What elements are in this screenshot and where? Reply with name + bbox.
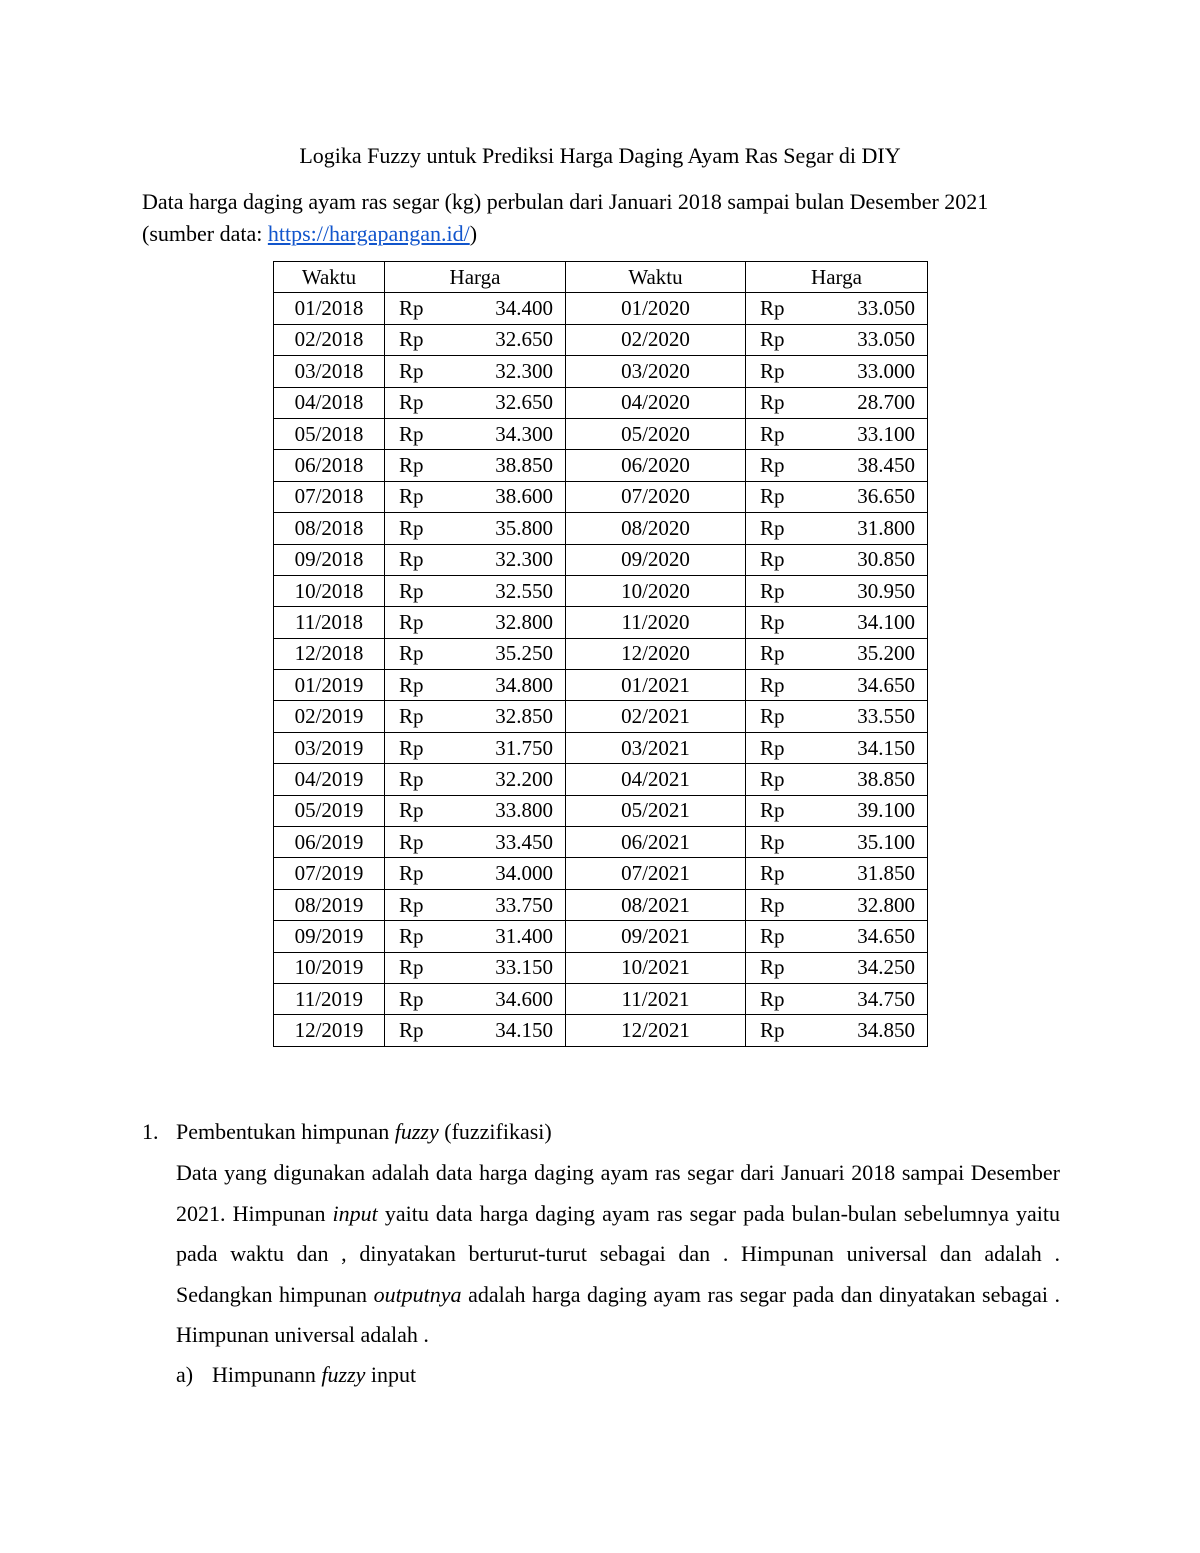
price-value: 34.650 bbox=[857, 672, 915, 697]
subsection-text: Himpunann bbox=[212, 1361, 322, 1387]
waktu-cell: 06/2019 bbox=[274, 827, 385, 858]
currency-label: Rp bbox=[760, 766, 785, 791]
waktu-cell: 10/2018 bbox=[274, 575, 385, 606]
waktu-cell: 11/2020 bbox=[566, 607, 746, 638]
section-heading bbox=[142, 1115, 1060, 1149]
price-value: 34.100 bbox=[857, 609, 915, 634]
currency-label: Rp bbox=[399, 578, 424, 603]
waktu-cell: 10/2021 bbox=[566, 952, 746, 983]
table-row bbox=[274, 952, 928, 983]
section-number: 1. bbox=[142, 1119, 159, 1144]
price-value: 32.800 bbox=[857, 892, 915, 917]
waktu-cell: 03/2019 bbox=[274, 732, 385, 763]
waktu-cell: 07/2018 bbox=[274, 481, 385, 512]
waktu-cell: 04/2021 bbox=[566, 764, 746, 795]
table-row bbox=[274, 889, 928, 920]
currency-label: Rp bbox=[399, 829, 424, 854]
harga-cell bbox=[385, 544, 566, 575]
table-row bbox=[274, 827, 928, 858]
harga-cell bbox=[385, 418, 566, 449]
harga-cell bbox=[385, 764, 566, 795]
waktu-cell: 07/2019 bbox=[274, 858, 385, 889]
price-value: 34.150 bbox=[495, 1018, 553, 1043]
currency-label: Rp bbox=[399, 735, 424, 760]
waktu-cell: 02/2021 bbox=[566, 701, 746, 732]
price-value: 39.100 bbox=[857, 798, 915, 823]
harga-cell bbox=[385, 952, 566, 983]
harga-cell bbox=[746, 481, 928, 512]
price-value: 30.850 bbox=[857, 547, 915, 572]
price-value: 34.000 bbox=[495, 861, 553, 886]
price-value: 33.750 bbox=[495, 892, 553, 917]
waktu-cell: 06/2021 bbox=[566, 827, 746, 858]
currency-label: Rp bbox=[399, 515, 424, 540]
section-paragraph bbox=[176, 1153, 1060, 1356]
price-value: 32.650 bbox=[495, 327, 553, 352]
currency-label: Rp bbox=[760, 892, 785, 917]
currency-label: Rp bbox=[760, 672, 785, 697]
table-row bbox=[274, 732, 928, 763]
currency-label: Rp bbox=[760, 547, 785, 572]
paragraph-italic-2: outputnya bbox=[373, 1281, 462, 1307]
header-harga-2: Harga bbox=[746, 262, 928, 293]
currency-label: Rp bbox=[760, 1018, 785, 1043]
table-row bbox=[274, 858, 928, 889]
currency-label: Rp bbox=[760, 390, 785, 415]
waktu-cell: 07/2021 bbox=[566, 858, 746, 889]
currency-label: Rp bbox=[399, 358, 424, 383]
price-value: 35.100 bbox=[857, 829, 915, 854]
waktu-cell: 09/2018 bbox=[274, 544, 385, 575]
heading-italic: fuzzy bbox=[394, 1119, 439, 1144]
currency-label: Rp bbox=[760, 923, 785, 948]
waktu-cell: 05/2019 bbox=[274, 795, 385, 826]
currency-label: Rp bbox=[760, 704, 785, 729]
harga-cell bbox=[746, 670, 928, 701]
subsection-text-after: input bbox=[365, 1361, 417, 1387]
harga-cell bbox=[385, 701, 566, 732]
waktu-cell: 01/2018 bbox=[274, 293, 385, 324]
currency-label: Rp bbox=[760, 986, 785, 1011]
table-row bbox=[274, 795, 928, 826]
currency-label: Rp bbox=[760, 453, 785, 478]
waktu-cell: 09/2019 bbox=[274, 921, 385, 952]
table-row bbox=[274, 921, 928, 952]
harga-cell bbox=[746, 764, 928, 795]
waktu-cell: 08/2021 bbox=[566, 889, 746, 920]
table-row bbox=[274, 324, 928, 355]
waktu-cell: 08/2020 bbox=[566, 513, 746, 544]
harga-cell bbox=[385, 670, 566, 701]
currency-label: Rp bbox=[399, 390, 424, 415]
price-value: 31.400 bbox=[495, 923, 553, 948]
harga-cell bbox=[746, 418, 928, 449]
currency-label: Rp bbox=[760, 296, 785, 321]
harga-cell bbox=[746, 356, 928, 387]
currency-label: Rp bbox=[760, 798, 785, 823]
harga-cell bbox=[746, 858, 928, 889]
currency-label: Rp bbox=[760, 515, 785, 540]
price-value: 33.050 bbox=[857, 327, 915, 352]
table-row bbox=[274, 450, 928, 481]
harga-cell bbox=[746, 575, 928, 606]
currency-label: Rp bbox=[399, 798, 424, 823]
harga-cell bbox=[385, 732, 566, 763]
table-header-row bbox=[274, 262, 928, 293]
waktu-cell: 09/2021 bbox=[566, 921, 746, 952]
price-table bbox=[273, 261, 928, 1047]
currency-label: Rp bbox=[399, 955, 424, 980]
price-value: 35.250 bbox=[495, 641, 553, 666]
subsection-italic: fuzzy bbox=[321, 1361, 366, 1387]
harga-cell bbox=[746, 450, 928, 481]
harga-cell bbox=[746, 324, 928, 355]
currency-label: Rp bbox=[760, 735, 785, 760]
price-value: 33.050 bbox=[857, 296, 915, 321]
price-value: 30.950 bbox=[857, 578, 915, 603]
currency-label: Rp bbox=[399, 1018, 424, 1043]
harga-cell bbox=[746, 387, 928, 418]
subsection-a bbox=[176, 1358, 1060, 1392]
currency-label: Rp bbox=[760, 641, 785, 666]
table-row bbox=[274, 701, 928, 732]
waktu-cell: 04/2018 bbox=[274, 387, 385, 418]
price-value: 34.150 bbox=[857, 735, 915, 760]
harga-cell bbox=[385, 387, 566, 418]
table-body bbox=[274, 293, 928, 1046]
currency-label: Rp bbox=[760, 578, 785, 603]
price-value: 36.650 bbox=[857, 484, 915, 509]
currency-label: Rp bbox=[399, 923, 424, 948]
price-value: 32.300 bbox=[495, 358, 553, 383]
harga-cell bbox=[385, 450, 566, 481]
waktu-cell: 11/2019 bbox=[274, 983, 385, 1014]
heading-text: Pembentukan himpunan bbox=[176, 1119, 395, 1144]
table-row bbox=[274, 638, 928, 669]
currency-label: Rp bbox=[760, 861, 785, 886]
currency-label: Rp bbox=[399, 327, 424, 352]
harga-cell bbox=[746, 513, 928, 544]
paragraph-part-3: adalah harga daging ayam ras segar pada dan dinyatakan sebagai . Himpunan universal adalah . bbox=[176, 1281, 1060, 1347]
harga-cell bbox=[385, 356, 566, 387]
price-value: 33.150 bbox=[495, 955, 553, 980]
harga-cell bbox=[385, 921, 566, 952]
price-value: 33.000 bbox=[857, 358, 915, 383]
harga-cell bbox=[385, 324, 566, 355]
currency-label: Rp bbox=[760, 358, 785, 383]
waktu-cell: 10/2019 bbox=[274, 952, 385, 983]
paragraph-part-1: Data yang digunakan adalah data harga daging ayam ras segar dari Januari 2018 sampai Desember 2021. Himpunan bbox=[176, 1160, 1060, 1226]
price-value: 34.800 bbox=[495, 672, 553, 697]
currency-label: Rp bbox=[760, 829, 785, 854]
harga-cell bbox=[385, 889, 566, 920]
waktu-cell: 06/2020 bbox=[566, 450, 746, 481]
header-waktu-2: Waktu bbox=[566, 262, 746, 293]
document-title: Logika Fuzzy untuk Prediksi Harga Daging Ayam Ras Segar di DIY bbox=[299, 143, 901, 168]
header-waktu-1: Waktu bbox=[274, 262, 385, 293]
intro-text: Data harga daging ayam ras segar (kg) perbulan dari Januari 2018 sampai bulan Desember 2021 (sumber data: bbox=[142, 189, 989, 246]
waktu-cell: 01/2019 bbox=[274, 670, 385, 701]
waktu-cell: 04/2020 bbox=[566, 387, 746, 418]
price-value: 34.650 bbox=[857, 923, 915, 948]
waktu-cell: 03/2020 bbox=[566, 356, 746, 387]
harga-cell bbox=[746, 607, 928, 638]
price-value: 38.600 bbox=[495, 484, 553, 509]
price-value: 35.800 bbox=[495, 515, 553, 540]
currency-label: Rp bbox=[399, 547, 424, 572]
currency-label: Rp bbox=[399, 421, 424, 446]
currency-label: Rp bbox=[399, 641, 424, 666]
price-value: 34.300 bbox=[495, 421, 553, 446]
currency-label: Rp bbox=[399, 986, 424, 1011]
price-value: 34.750 bbox=[857, 986, 915, 1011]
waktu-cell: 05/2021 bbox=[566, 795, 746, 826]
harga-cell bbox=[385, 638, 566, 669]
waktu-cell: 02/2019 bbox=[274, 701, 385, 732]
harga-cell bbox=[746, 701, 928, 732]
table-row bbox=[274, 670, 928, 701]
table-row bbox=[274, 607, 928, 638]
price-value: 33.550 bbox=[857, 704, 915, 729]
currency-label: Rp bbox=[399, 892, 424, 917]
harga-cell bbox=[385, 607, 566, 638]
waktu-cell: 03/2018 bbox=[274, 356, 385, 387]
harga-cell bbox=[746, 889, 928, 920]
currency-label: Rp bbox=[399, 704, 424, 729]
currency-label: Rp bbox=[399, 484, 424, 509]
currency-label: Rp bbox=[399, 766, 424, 791]
harga-cell bbox=[385, 795, 566, 826]
price-value: 32.650 bbox=[495, 390, 553, 415]
waktu-cell: 06/2018 bbox=[274, 450, 385, 481]
currency-label: Rp bbox=[399, 453, 424, 478]
table-row bbox=[274, 356, 928, 387]
price-value: 28.700 bbox=[857, 390, 915, 415]
currency-label: Rp bbox=[760, 609, 785, 634]
waktu-cell: 12/2019 bbox=[274, 1015, 385, 1046]
currency-label: Rp bbox=[760, 484, 785, 509]
harga-cell bbox=[385, 513, 566, 544]
waktu-cell: 10/2020 bbox=[566, 575, 746, 606]
waktu-cell: 05/2020 bbox=[566, 418, 746, 449]
price-value: 32.200 bbox=[495, 766, 553, 791]
table-row bbox=[274, 764, 928, 795]
price-value: 32.550 bbox=[495, 578, 553, 603]
table-row bbox=[274, 418, 928, 449]
harga-cell bbox=[385, 575, 566, 606]
table-row bbox=[274, 983, 928, 1014]
price-value: 38.450 bbox=[857, 453, 915, 478]
price-value: 33.100 bbox=[857, 421, 915, 446]
table-row bbox=[274, 575, 928, 606]
table-row bbox=[274, 481, 928, 512]
intro-paragraph bbox=[142, 186, 1060, 250]
price-value: 34.250 bbox=[857, 955, 915, 980]
harga-cell bbox=[385, 293, 566, 324]
waktu-cell: 01/2020 bbox=[566, 293, 746, 324]
harga-cell bbox=[385, 858, 566, 889]
price-value: 32.850 bbox=[495, 704, 553, 729]
waktu-cell: 01/2021 bbox=[566, 670, 746, 701]
price-value: 38.850 bbox=[857, 766, 915, 791]
table-row bbox=[274, 513, 928, 544]
table-row bbox=[274, 293, 928, 324]
harga-cell bbox=[385, 1015, 566, 1046]
waktu-cell: 12/2021 bbox=[566, 1015, 746, 1046]
waktu-cell: 04/2019 bbox=[274, 764, 385, 795]
waktu-cell: 05/2018 bbox=[274, 418, 385, 449]
price-value: 35.200 bbox=[857, 641, 915, 666]
waktu-cell: 02/2020 bbox=[566, 324, 746, 355]
waktu-cell: 11/2018 bbox=[274, 607, 385, 638]
harga-cell bbox=[746, 1015, 928, 1046]
intro-close: ) bbox=[469, 221, 478, 246]
currency-label: Rp bbox=[399, 861, 424, 886]
price-value: 31.850 bbox=[857, 861, 915, 886]
price-value: 33.450 bbox=[495, 829, 553, 854]
harga-cell bbox=[385, 983, 566, 1014]
price-value: 33.800 bbox=[495, 798, 553, 823]
waktu-cell: 12/2020 bbox=[566, 638, 746, 669]
currency-label: Rp bbox=[760, 421, 785, 446]
harga-cell bbox=[385, 481, 566, 512]
harga-cell bbox=[746, 732, 928, 763]
price-value: 32.800 bbox=[495, 609, 553, 634]
currency-label: Rp bbox=[760, 327, 785, 352]
harga-cell bbox=[746, 952, 928, 983]
price-value: 34.850 bbox=[857, 1018, 915, 1043]
price-value: 32.300 bbox=[495, 547, 553, 572]
table-row bbox=[274, 1015, 928, 1046]
price-value: 31.800 bbox=[857, 515, 915, 540]
table-row bbox=[274, 544, 928, 575]
waktu-cell: 08/2019 bbox=[274, 889, 385, 920]
waktu-cell: 07/2020 bbox=[566, 481, 746, 512]
heading-text-after: (fuzzifikasi) bbox=[438, 1119, 552, 1144]
harga-cell bbox=[746, 921, 928, 952]
harga-cell bbox=[385, 827, 566, 858]
harga-cell bbox=[746, 795, 928, 826]
waktu-cell: 03/2021 bbox=[566, 732, 746, 763]
subsection-label: a) bbox=[176, 1361, 194, 1387]
waktu-cell: 12/2018 bbox=[274, 638, 385, 669]
header-harga-1: Harga bbox=[385, 262, 566, 293]
paragraph-italic-1: input bbox=[332, 1200, 378, 1226]
price-value: 38.850 bbox=[495, 453, 553, 478]
currency-label: Rp bbox=[760, 955, 785, 980]
harga-cell bbox=[746, 293, 928, 324]
harga-cell bbox=[746, 638, 928, 669]
price-value: 31.750 bbox=[495, 735, 553, 760]
table-row bbox=[274, 387, 928, 418]
currency-label: Rp bbox=[399, 296, 424, 321]
price-value: 34.400 bbox=[495, 296, 553, 321]
section-fuzzifikasi bbox=[142, 1115, 1060, 1392]
source-link[interactable]: https://hargapangan.id/ bbox=[267, 221, 470, 246]
waktu-cell: 09/2020 bbox=[566, 544, 746, 575]
price-value: 34.600 bbox=[495, 986, 553, 1011]
harga-cell bbox=[746, 544, 928, 575]
waktu-cell: 08/2018 bbox=[274, 513, 385, 544]
paragraph-part-2: yaitu data harga daging ayam ras segar pada bulan-bulan sebelumnya yaitu pada waktu dan , dinyatakan berturut-turut sebagai dan . Himpunan universal dan adalah . Sedangkan himpunan bbox=[176, 1200, 1060, 1307]
harga-cell bbox=[746, 827, 928, 858]
waktu-cell: 02/2018 bbox=[274, 324, 385, 355]
currency-label: Rp bbox=[399, 609, 424, 634]
waktu-cell: 11/2021 bbox=[566, 983, 746, 1014]
currency-label: Rp bbox=[399, 672, 424, 697]
harga-cell bbox=[746, 983, 928, 1014]
